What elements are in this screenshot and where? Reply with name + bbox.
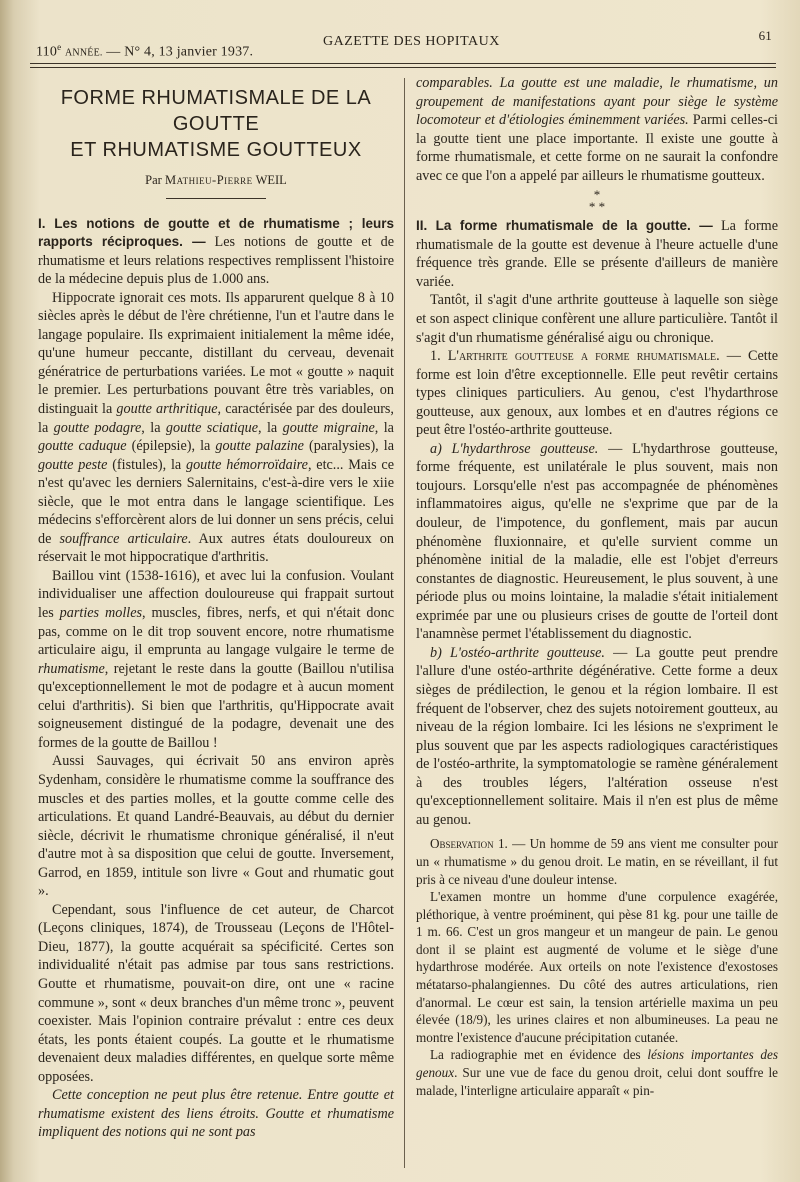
paragraph-comparables: comparables. La goutte est une maladie, le rhumatisme, un groupement de manifestations ayant pour siège le système locomoteur et d'étiologies éminemment variées. Parmi celles-ci la goutte tient une place importante. Il existe une goutte à forme rhumatismale, et cette forme on ne saurait la confondre avec ce que l'on a appelé par ailleurs le rhumatisme goutteux.	[416, 75, 778, 184]
paragraph-hippocrate: Hippocrate ignorait ces mots. Ils apparurent quelque 8 à 10 siècles après le début de l'ère chrétienne, l'un et l'autre dans le langage populaire. Ils exprimaient initialement la même idée, qu'une humeur peccante, distillant du cerveau, devenait génératrice de perturbations variées. Le mot « goutte » naquit le premier. Les perturbations pouvant être très variables, on distinguait la goutte arthritique, caractérisée par des douleurs, la goutte podagre, la goutte sciatique, la goutte migraine, la goutte caduque (épilepsie), la goutte palazine (paralysies), la goutte peste (fistules), la goutte hémorroïdaire, etc... Mais ce n'est qu'avec les derniers Salernitains, c'est-à-dire vers le xiie siècle, que le mot entra dans le langage scientifique. Les médecins s'efforcèrent alors de lui donner un sens précis, celui de souffrance articulaire. Aux autres états douloureux on réservait le mot hippocratique d'arthritis.	[38, 289, 394, 566]
paragraph-baillou: Baillou vint (1538-1616), et avec lui la confusion. Voulant individualiser une affection douloureuse qui frappait surtout les parties molles, muscles, fibres, nerfs, et qui n'était donc pas, comme on le dit trop souvent encore, notre rhumatisme articulaire aigu, il emprunta au langage vulgaire le terme de rhumatisme, rejetant le reste dans la goutte (Baillou n'utilisa qu'exceptionnellement le mot de podagre et à aucun moment celui d'arthritis). Si bien que l'arthritis, qu'Hippocrate avait soigneusement distingué de la podagre, devenait une des formes de la goutte de Baillou !	[38, 567, 395, 751]
right-column	[416, 74, 778, 1099]
section-heading-2: II. La forme rhumatismale de la goutte. —	[416, 218, 713, 234]
issue-info: 110e ANNÉE. — N° 4, 13 janvier 1937.	[36, 42, 254, 60]
paragraph-section-2: II. La forme rhumatismale de la goutte. — La forme rhumatismale de la goutte est devenue à l'heure actuelle d'une fréquence très grande. Elle se présente d'ailleurs de manière variée.	[416, 218, 779, 290]
paragraph-arthrite: 1. L'arthrite goutteuse a forme rhumatismale. — Cette forme est loin d'être exceptionnelle. Elle peut revêtir certains types cliniques particuliers. Au genou, c'est l'hydarthrose goutteuse, aux genoux, aux lombes et en d'autres régions ce peut être l'ostéo-arthrite goutteuse.	[416, 348, 778, 439]
page-number: 61	[758, 28, 772, 43]
byline: Par Mathieu-Pierre WEIL	[145, 173, 287, 187]
paragraph-conception: Cette conception ne peut plus être retenue. Entre goutte et rhumatisme existent des liens étroits. Goutte et rhumatisme impliquent des notions qui ne sont pas	[38, 1087, 394, 1141]
title-rule	[166, 198, 266, 199]
paragraph-tantot: Tantôt, il s'agit d'une arthrite goutteuse à laquelle son siège et son aspect clinique confèrent une allure particulière. Tantôt il s'agit d'un rhumatisme généralisé aigu ou chronique.	[416, 292, 778, 346]
observation-block	[416, 835, 778, 1099]
section-stars: * * *	[588, 187, 606, 215]
paragraph-hydarthrose: a) L'hydarthrose goutteuse. — L'hydarthrose goutteuse, forme fréquente, est unilatérale le plus souvent, mais non toujours. Lorsqu'elle n'est pas accompagnée de phénomènes inflammatoires aigus, qu'elle ne s'exprime que par de la douleur, de l'impotence, du gonflement, mais par aucun phénomène fluxionnaire, et qu'elle survient comme un phénomène initial de la maladie, elle est l'objet d'erreurs constantes de diagnostic. Heureusement, le plus souvent, à une période plus ou moins lointaine, la maladie s'était initialement exprimée par une ou plusieurs crises de goutte de l'orteil dont l'anamnèse permet l'établissement du diagnostic.	[416, 440, 778, 643]
running-header	[36, 28, 776, 60]
paragraph-sauvages: Aussi Sauvages, qui écrivait 50 ans environ après Sydenham, considère le rhumatisme comme la souffrance des muscles et des parties molles, et la goutte comme celle des articulations. Et quand Landré-Beauvais, au début du dernier siècle, décrivit le rhumatisme chronique généralisé, il n'eut d'autre mot à sa disposition que celui de goutte. Inversement, Garrod, en 1859, intitule son livre « Gout and rhumatic gout ».	[38, 753, 394, 900]
subsection-heading-1: L'arthrite goutteuse a forme rhumatismale.	[447, 348, 720, 365]
paragraph-intro: I. Les notions de goutte et de rhumatisme ; leurs rapports réciproques. — Les notions de goutte et de rhumatisme et leurs relations respectives remplissent l'histoire de la médecine depuis plus de 1.000 ans.	[38, 215, 395, 288]
journal-title: GAZETTE DES HOPITAUX	[323, 34, 500, 49]
section-heading-1: I. Les notions de goutte et de rhumatisme ; leurs rapports réciproques. —	[38, 215, 394, 250]
header-rule	[30, 63, 776, 64]
left-column	[38, 85, 394, 1142]
observation-intro: Observation 1. — Un homme de 59 ans vient me consulter pour un « rhumatisme » du genou droit. Le matin, en se réveillant, il fut pris à ce niveau d'une douleur intense.	[416, 836, 778, 887]
observation-radiographie: La radiographie met en évidence des lésions importantes des genoux. Sur une vue de face du genou droit, celui dont souffre le malade, l'interligne articulaire apparaît « pin-	[416, 1047, 778, 1098]
header-rule-double	[30, 67, 776, 68]
paragraph-cependant: Cependant, sous l'influence de cet auteur, de Charcot (Leçons cliniques, 1874), de Trousseau (Leçons de l'Hôtel-Dieu, 1877), la goutte acquérait sa spécificité. Certes son individualité n'était pas admise par tous sans restrictions. Goutte et rhumatisme, pouvait-on dire, ont une « racine commune », sont « deux branches d'un même tronc », peuvent coexister. Mais l'opinion contraire prévalut : entre ces deux états, les ponts étaient coupés. La goutte et le rhumatisme devenaient deux maladies différentes, en quelque sorte même opposées.	[38, 901, 394, 1085]
article-title: FORME RHUMATISMALE DE LA GOUTTE ET RHUMATISME GOUTTEUX	[60, 87, 372, 161]
paragraph-osteo-arthrite: b) L'ostéo-arthrite goutteuse. — La goutte peut prendre l'allure d'une ostéo-arthrite dégénérative. Cette forme a deux sièges de prédilection, le genou et la région lombaire. Il est fréquent de l'observer, chez des sujets notoirement goutteux, au niveau de la région lombaire. Ici les lésions ne s'expriment le plus souvent que par les aspects radiologiques caractéristiques de l'ostéo-arthrite, la symptomatologie se ramène généralement à des troubles légers, l'altération osseuse n'est qu'exceptionnellement solitaire. Mais il n'en est plus de même au genou.	[416, 644, 778, 828]
observation-examen: L'examen montre un homme d'une corpulence exagérée, pléthorique, à ventre proéminent, qui pèse 81 kg. pour une taille de 1 m. 66. C'est un gros mangeur et un mangeur de pain. Le genou dont il se plaint est augmenté de volume et le siège d'une hydarthrose modérée. Aux orteils on note l'existence d'exostoses métatarso-phalangiennes. Du côté des autres articulations, rien d'anormal. Le cœur est sain, la tension artérielle maxima un peu élevée (18/9), les urines claires et non albumineuses. La peau ne montre l'existence d'aucune précipitation cutanée.	[416, 889, 778, 1045]
column-separator	[404, 78, 405, 1168]
